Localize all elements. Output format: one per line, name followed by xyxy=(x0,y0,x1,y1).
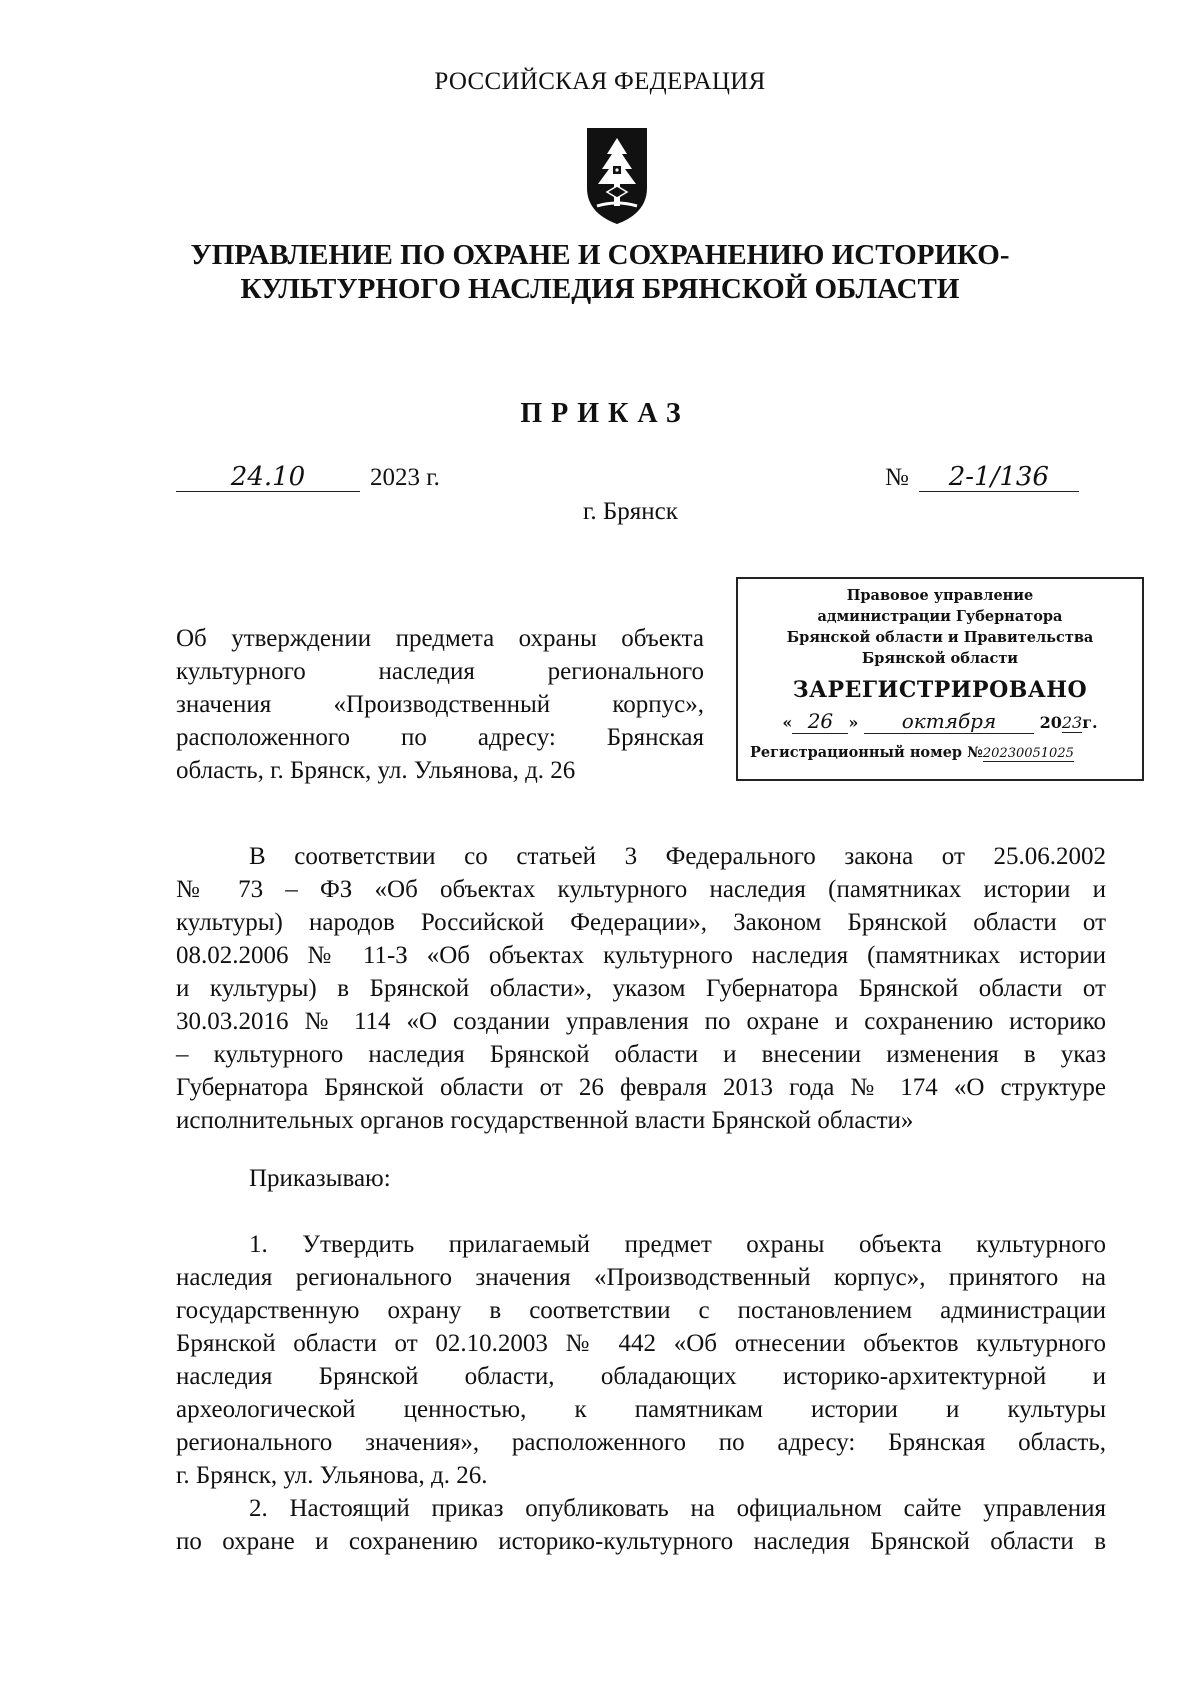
stamp-year-prefix: 20 xyxy=(1039,713,1062,732)
stamp-reg-label: Регистрационный номер № xyxy=(750,744,983,761)
stamp-status: ЗАРЕГИСТРИРОВАНО xyxy=(792,677,1088,703)
order-word-paragraph xyxy=(176,1162,1106,1195)
stamp-line: Брянской области xyxy=(861,650,1019,667)
stamp-line: Правовое управление xyxy=(846,587,1034,604)
country-heading: РОССИЙСКАЯ ФЕДЕРАЦИЯ xyxy=(434,68,766,95)
preamble-line: 30.03.2016 № 114 «О создании управления по охране и сохранению историко xyxy=(176,1008,1106,1035)
number-sign: № xyxy=(885,464,909,491)
organization-name xyxy=(0,238,1200,306)
stamp-year-suffix: 23 xyxy=(1061,713,1083,732)
item-2-line: 2. Настоящий приказ опубликовать на официальном сайте управления xyxy=(249,1495,1106,1522)
preamble-line: культуры) народов Российской Федерации», Законом Брянской области от xyxy=(176,909,1106,936)
preamble-line: – культурного наследия Брянской области и внесении изменения в указ xyxy=(176,1041,1106,1068)
stamp-date: « 26 » октября 2023г. xyxy=(782,709,1098,733)
stamp-year-mark: г. xyxy=(1082,713,1098,732)
organization-line-2: КУЛЬТУРНОГО НАСЛЕДИЯ БРЯНСКОЙ ОБЛАСТИ xyxy=(240,273,960,305)
subject-line: область, г. Брянск, ул. Ульянова, д. 26 xyxy=(176,757,576,784)
preamble-line: В соответствии со статьей 3 Федерального закона от 25.06.2002 xyxy=(249,843,1106,870)
item-1-line: государственную охрану в соответствии с постановлением администрации xyxy=(176,1297,1106,1324)
item-1-paragraph xyxy=(176,1228,1106,1492)
order-word: Приказываю: xyxy=(249,1165,391,1192)
registration-stamp xyxy=(736,577,1144,781)
stamp-registration xyxy=(738,744,1142,761)
order-date xyxy=(176,463,440,492)
item-1-line: г. Брянск, ул. Ульянова, д. 26. xyxy=(176,1462,488,1489)
item-1-line: регионального значения», расположенного по адресу: Брянская область, xyxy=(176,1429,1106,1456)
document-type-title: ПРИКАЗ xyxy=(520,398,690,429)
subject-line: расположенного по адресу: Брянская xyxy=(176,724,704,751)
organization-line-1: УПРАВЛЕНИЕ ПО ОХРАНЕ И СОХРАНЕНИЮ ИСТОРИКО- xyxy=(190,239,1010,271)
stamp-day: 26 xyxy=(792,709,848,734)
preamble-line: 08.02.2006 № 11-З «Об объектах культурного наследия (памятниках истории xyxy=(176,942,1106,969)
stamp-line: Брянской области и Правительства xyxy=(786,629,1094,646)
coat-of-arms-icon xyxy=(585,126,649,226)
item-1-line: наследия регионального значения «Производственный корпус», принятого на xyxy=(176,1264,1106,1291)
order-subject xyxy=(176,622,704,787)
item-2-paragraph xyxy=(176,1492,1106,1558)
subject-line: значения «Производственный корпус», xyxy=(176,691,704,718)
subject-line: Об утверждении предмета охраны объекта xyxy=(176,625,704,652)
item-1-line: Брянской области от 02.10.2003 № 442 «Об отнесении объектов культурного xyxy=(176,1330,1106,1357)
preamble-line: № 73 – ФЗ «Об объектах культурного наследия (памятниках истории и xyxy=(176,876,1106,903)
city-name: г. Брянск xyxy=(583,498,678,525)
item-1-line: археологической ценностью, к памятникам истории и культуры xyxy=(176,1396,1106,1423)
subject-line: культурного наследия регионального xyxy=(176,658,704,685)
item-1-line: 1. Утвердить прилагаемый предмет охраны объекта культурного xyxy=(249,1231,1106,1258)
stamp-reg-number: 20230051025 xyxy=(982,746,1074,761)
order-number xyxy=(885,463,1079,492)
handwritten-date: 24.10 xyxy=(176,463,360,492)
stamp-line: администрации Губернатора xyxy=(817,608,1063,625)
preamble-line: исполнительных органов государственной власти Брянской области» xyxy=(176,1107,914,1134)
handwritten-number: 2-1/136 xyxy=(919,463,1079,492)
preamble-paragraph xyxy=(176,840,1106,1137)
preamble-line: и культуры) в Брянской области», указом Губернатора Брянской области от xyxy=(176,975,1106,1002)
item-1-line: наследия Брянской области, обладающих историко-архитектурной и xyxy=(176,1363,1106,1390)
item-2-line: по охране и сохранению историко-культурного наследия Брянской области в xyxy=(176,1528,1106,1555)
stamp-month: октября xyxy=(864,709,1034,734)
preamble-line: Губернатора Брянской области от 26 февраля 2013 года № 174 «О структуре xyxy=(176,1074,1106,1101)
order-year: 2023 г. xyxy=(370,464,440,491)
